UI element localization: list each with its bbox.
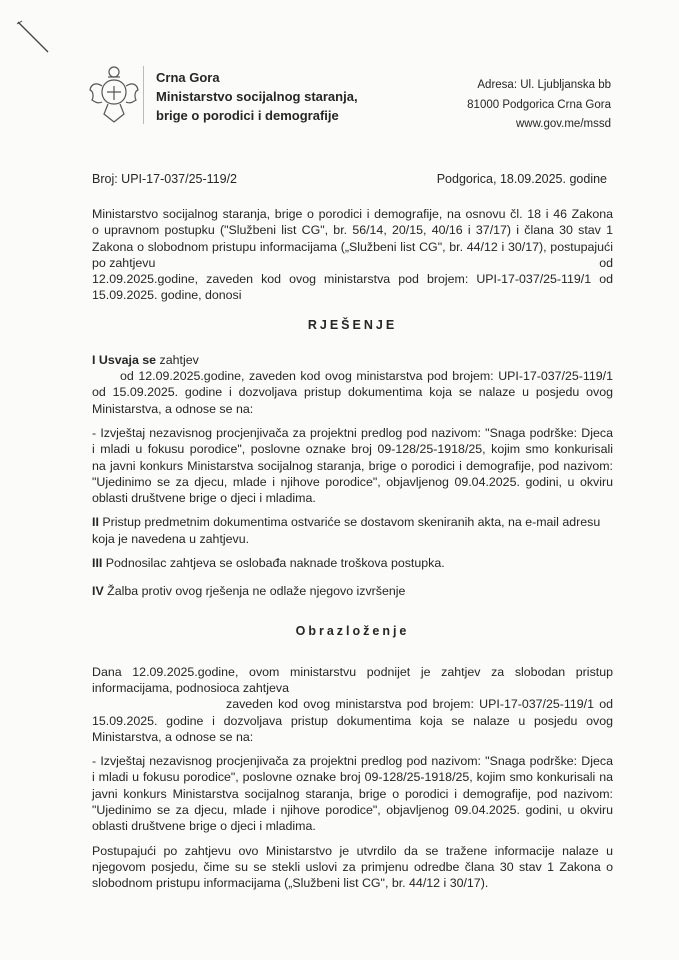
text-line: oblasti društvene brige o djeci i mladima. <box>92 491 316 506</box>
header-divider <box>143 66 144 124</box>
decision-item-4 <box>92 583 613 599</box>
text-line: Zakona o slobodnom pristupu informacijama („Službeni list CG", br. 44/12 i 30/17), postupajući <box>92 239 613 254</box>
text-fragment: Žalba protiv ovog rješenja ne odlaže njegovo izvršenje <box>107 584 406 599</box>
text-fragment: po zahtjevu <box>92 255 156 270</box>
text-line: "Ujedinimo se za djecu, mlade i njihove porodice", objavljenog 09.04.2025. godini, u okviru <box>92 474 613 489</box>
item-heading: II <box>92 515 99 530</box>
text-line: od 15.09.2025. godine i dozvoljava pristup dokumentima koja se nalaze u posjedu ovog <box>92 385 613 400</box>
decision-item-3 <box>92 555 613 571</box>
text-line: Ministarstvo socijalnog staranja, brige o porodici i demografije, na osnovu čl. 18 i 46 Zakona <box>92 207 613 221</box>
decision-title: RJEŠENJE <box>307 317 398 332</box>
intro-paragraph <box>92 206 613 304</box>
text-line <box>92 255 613 271</box>
text-line: Dana 12.09.2025.godine, ovom ministarstvu podnijet je zahtjev za slobodan pristup <box>92 664 613 679</box>
item-heading: IV <box>92 584 104 599</box>
text-line: na javni konkurs Ministarstva socijalnog staranja, brige o porodici i demografije, pod nazivom: <box>92 458 613 473</box>
text-fragment: zahtjev <box>159 352 199 367</box>
address-street: Adresa: Ul. Ljubljanska bb <box>477 79 611 91</box>
document-date: Podgorica, 18.09.2025. godine <box>436 172 607 186</box>
text-line: Ministarstva, a odnose se na: <box>92 729 254 744</box>
reasoning-title: Obrazloženje <box>295 623 410 638</box>
reasoning-paragraph-1 <box>92 664 613 745</box>
website: www.gov.me/mssd <box>515 118 611 130</box>
text-line: - Izvještaj nezavisnog procjenjivača za projektni predlog pod nazivom: "Snaga podrške: Djeca <box>92 425 613 440</box>
text-line <box>92 555 613 571</box>
text-line: i mladi u fokusu porodice", poslovne oznake broj 09-128/25-1918/25, kojim smo konkurisali <box>92 442 613 457</box>
decision-item-2 <box>92 514 613 547</box>
text-line: informacijama, podnosioca zahtjeva <box>92 680 289 695</box>
reasoning-paragraph-2 <box>92 843 613 892</box>
text-line: 12.09.2025.godine, zaveden kod ovog ministarstva pod brojem: UPI-17-037/25-119/1 od <box>92 272 613 287</box>
ministry-name-line: brige o porodici i demografije <box>156 108 339 123</box>
text-fragment: Pristup predmetnim dokumentima ostvariće se dostavom skeniranih akta, na e-mail adresu <box>102 515 601 530</box>
item-heading: III <box>92 556 103 571</box>
text-line: 15.09.2025. godine i dozvoljava pristup dokumentima koja se nalaze u posjedu ovog <box>92 713 613 728</box>
text-line <box>92 352 613 368</box>
text-line <box>92 583 613 599</box>
text-line: oblasti društvene brige o djeci i mladima. <box>92 819 316 834</box>
text-line: o upravnom postupku ("Službeni list CG", br. 56/14, 20/15, 40/16 i 37/17) i člana 30 stav 1 <box>92 223 613 238</box>
item-heading: I Usvaja se <box>92 352 157 367</box>
reference-number: Broj: UPI-17-037/25-119/2 <box>92 172 237 186</box>
address-city: 81000 Podgorica Crna Gora <box>467 98 611 111</box>
text-line: i mladi u fokusu porodice", poslovne oznake broj 09-128/25-1918/25, kojim smo konkurisali na <box>92 770 613 785</box>
text-line: Ministarstva, a odnose se na: <box>92 401 254 416</box>
country-name: Crna Gora <box>156 70 220 85</box>
text-line: koja je navedena u zahtjevu. <box>92 531 250 546</box>
text-line: njegovom posjedu, čime su se stekli uslovi za primjenu odredbe člana 30 stav 1 Zakona o <box>92 859 613 874</box>
text-fragment: od <box>599 255 613 270</box>
text-line: slobodnom pristupu informacijama („Službeni list CG", br. 44/12 i 30/17). <box>92 876 489 891</box>
reasoning-list <box>92 753 613 834</box>
decision-item-1-list <box>92 425 613 506</box>
text-line: zaveden kod ovog ministarstva pod brojem: UPI-17-037/25-119/1 od <box>226 697 613 712</box>
coat-of-arms-icon <box>88 64 140 126</box>
text-line: 15.09.2025. godine, donosi <box>92 288 242 303</box>
text-line: Postupajući po zahtjevu ovo Ministarstvo je utvrdilo da se tražene informacije nalaze u <box>92 843 613 858</box>
text-line: "Ujedinimo se za djecu, mlade i njihove porodice", objavljenog 09.04.2025. godini, u okviru <box>92 803 613 818</box>
ministry-address <box>467 76 611 135</box>
document-body <box>92 206 613 900</box>
text-fragment: Podnosilac zahtjeva se oslobađa naknade troškova postupka. <box>105 556 445 571</box>
text-line: od 12.09.2025.godine, zaveden kod ovog ministarstva pod brojem: UPI-17-037/25-119/1 <box>120 369 613 384</box>
text-line: javni konkurs Ministarstva socijalnog staranja, brige o porodici i demografije, pod nazivom: <box>92 786 613 801</box>
ministry-name <box>156 68 358 125</box>
text-line <box>92 514 613 530</box>
decision-item-1 <box>92 352 613 417</box>
text-line: - Izvještaj nezavisnog procjenjivača za projektni predlog pod nazivom: "Snaga podrške: Djeca <box>92 754 613 769</box>
pen-mark <box>14 18 54 58</box>
ministry-name-line: Ministarstvo socijalnog staranja, <box>156 89 358 104</box>
